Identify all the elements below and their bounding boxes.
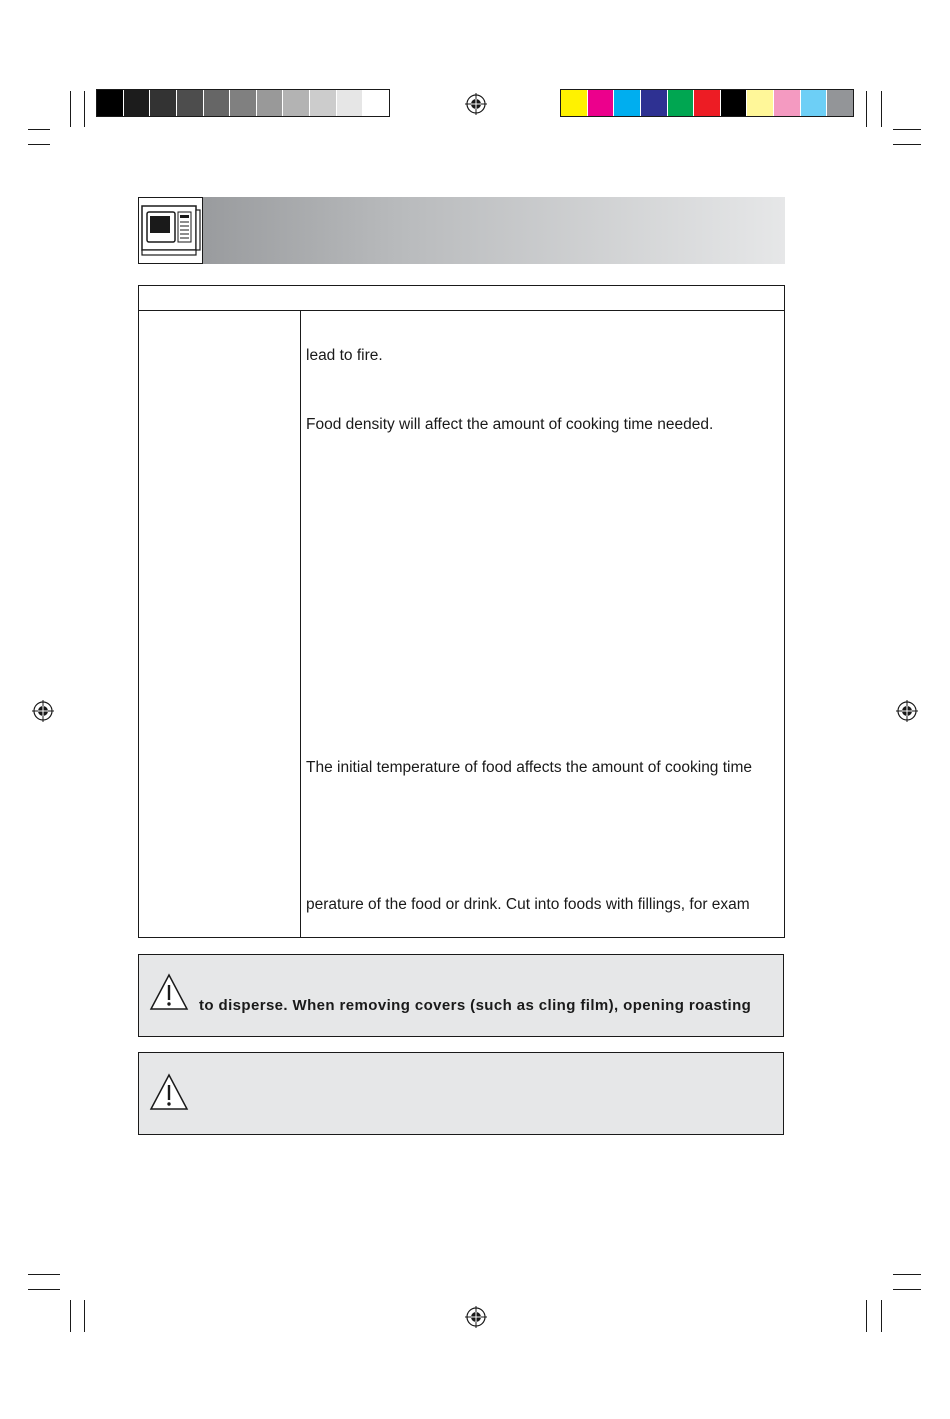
color-swatch bbox=[204, 90, 231, 116]
color-swatch bbox=[747, 90, 774, 116]
color-swatch bbox=[363, 90, 389, 116]
warning-triangle-icon bbox=[149, 973, 189, 1011]
color-swatch bbox=[124, 90, 151, 116]
color-swatch bbox=[97, 90, 124, 116]
table-column-divider bbox=[300, 310, 301, 937]
warning-box bbox=[138, 1052, 784, 1135]
warning-text: to disperse. When removing covers (such as cling film), opening roasting bbox=[199, 997, 752, 1014]
registration-mark-icon bbox=[465, 1306, 487, 1328]
table-text-line: lead to fire. bbox=[306, 347, 383, 364]
color-swatch bbox=[310, 90, 337, 116]
color-swatch bbox=[150, 90, 177, 116]
table-text-line: Food density will affect the amount of cooking time needed. bbox=[306, 416, 714, 433]
color-swatch bbox=[641, 90, 668, 116]
color-swatch bbox=[283, 90, 310, 116]
color-swatch bbox=[230, 90, 257, 116]
table-text-line: The initial temperature of food affects the amount of cooking time bbox=[306, 759, 753, 776]
section-header-banner bbox=[138, 197, 785, 264]
microwave-icon bbox=[138, 197, 203, 264]
color-swatch bbox=[337, 90, 364, 116]
color-calibration-bar bbox=[560, 89, 854, 117]
information-table bbox=[138, 285, 785, 938]
color-swatch bbox=[694, 90, 721, 116]
warning-box bbox=[138, 954, 784, 1037]
color-swatch bbox=[668, 90, 695, 116]
table-header-row bbox=[139, 286, 784, 311]
color-swatch bbox=[588, 90, 615, 116]
color-swatch bbox=[177, 90, 204, 116]
registration-mark-icon bbox=[896, 700, 918, 722]
registration-mark-icon bbox=[32, 700, 54, 722]
warning-triangle-icon bbox=[149, 1073, 189, 1111]
grayscale-calibration-bar bbox=[96, 89, 390, 117]
color-swatch bbox=[827, 90, 853, 116]
color-swatch bbox=[801, 90, 828, 116]
registration-mark-icon bbox=[465, 93, 487, 115]
table-text-line: perature of the food or drink. Cut into foods with fillings, for exam bbox=[306, 896, 750, 913]
color-swatch bbox=[721, 90, 748, 116]
color-swatch bbox=[774, 90, 801, 116]
color-swatch bbox=[257, 90, 284, 116]
color-swatch bbox=[614, 90, 641, 116]
color-swatch bbox=[561, 90, 588, 116]
